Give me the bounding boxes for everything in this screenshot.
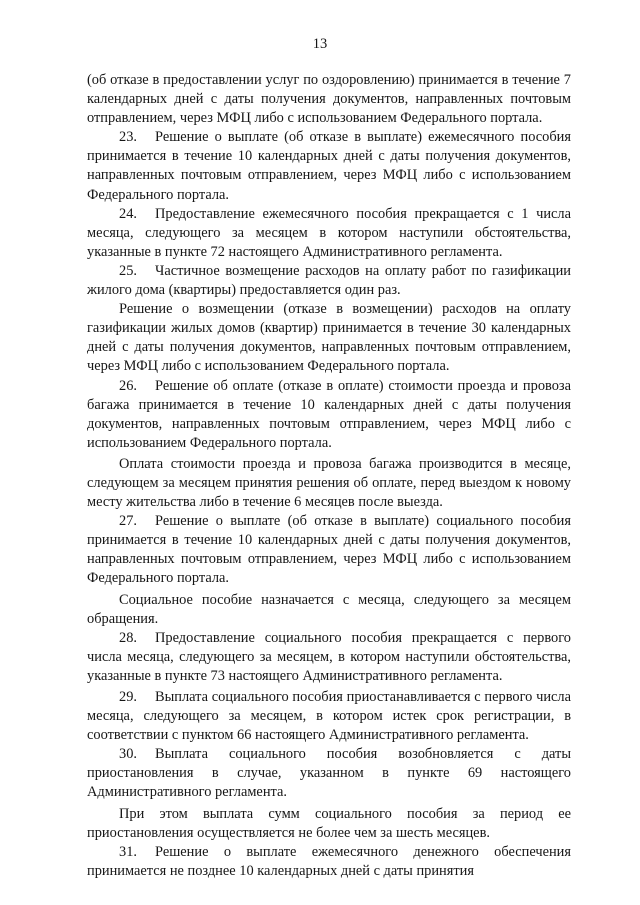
paragraph-number: 24.: [119, 205, 137, 222]
paragraph-text: Предоставление ежемесячного пособия прекращается с 1 числа месяца, следующего за месяцем в котором наступили обстоятельства, указанные в пункте 72 настоящего Административного регламента.: [87, 205, 571, 260]
paragraph-27: [87, 512, 571, 588]
paragraph-number: 25.: [119, 262, 137, 279]
paragraph-31: [87, 843, 571, 881]
paragraph-text: Социальное пособие назначается с месяца, следующего за месяцем обращения.: [87, 591, 571, 627]
paragraph-28: [87, 629, 571, 686]
paragraph-text: Решение о выплате (об отказе в выплате) социального пособия принимается в течение 10 календарных дней с даты получения документов, направленных почтовым отправлением, через МФЦ либо с использованием Федерального портала.: [87, 513, 571, 587]
paragraph-text: Частичное возмещение расходов на оплату работ по газификации жилого дома (квартиры) предоставляется один раз.: [87, 262, 571, 299]
paragraph-number: 29.: [119, 689, 137, 705]
paragraph-text: Предоставление социального пособия прекращается с первого числа месяца, следующего за месяцем, в котором наступили обстоятельства, указанные в пункте 73 настоящего Административного регламента.: [87, 629, 571, 684]
paragraph-26: [87, 377, 571, 453]
page-number: 13: [312, 36, 328, 52]
paragraph-text: Выплата социального пособия возобновляется с даты приостановления в случае, указанном в пункте 69 настоящего Административного регламента.: [87, 746, 571, 801]
paragraph-27-assignment: [87, 591, 571, 629]
paragraph-number: 28.: [119, 629, 137, 646]
paragraph-29: [87, 688, 571, 745]
paragraph-text: Решение об оплате (отказе в оплате) стоимости проезда и провоза багажа принимается в течение 10 календарных дней с даты получения документов, направленных почтовым отправлением, через МФЦ либо с использованием Федерального портала.: [87, 377, 571, 451]
paragraph-30-resumption-period: [87, 805, 571, 843]
document-body: [87, 71, 571, 881]
paragraph-text: (об отказе в предоставлении услуг по оздоровлению) принимается в течение 7 календарных дней с даты получения документов, направленных почтовым отправлением, через МФЦ либо с использованием Федерального портала.: [87, 72, 571, 127]
paragraph-25: [87, 262, 571, 300]
paragraph-23: [87, 128, 571, 204]
paragraph-number: 30.: [119, 746, 137, 763]
paragraph-25-reimbursement-decision: [87, 300, 571, 376]
paragraph-text: Решение о выплате ежемесячного денежного обеспечения принимается не позднее 10 календарных дней с даты принятия: [87, 843, 571, 879]
paragraph-30: [87, 745, 571, 802]
paragraph-text: Решение о возмещении (отказе в возмещении) расходов на оплату газификации жилых домов (квартир) принимается в течение 30 календарных дней с даты получения документов, направленных почтовым отправлением, через МФЦ либо с использованием Федерального портала.: [87, 301, 571, 375]
paragraph-text: Решение о выплате (об отказе в выплате) ежемесячного пособия принимается в течение 10 календарных дней с даты получения документов, направленных почтовым отправлением, через МФЦ либо с использованием Федерального портала.: [87, 129, 571, 203]
paragraph-continuation: [87, 71, 571, 128]
paragraph-number: 31.: [119, 843, 137, 860]
paragraph-number: 26.: [119, 377, 137, 394]
paragraph-text: При этом выплата сумм социального пособия за период ее приостановления осуществляется не более чем за шесть месяцев.: [87, 805, 571, 841]
paragraph-number: 27.: [119, 513, 137, 530]
paragraph-text: Оплата стоимости проезда и провоза багажа производится в месяце, следующем за месяцем принятия решения об оплате, перед выездом к новому месту жительства либо в течение 6 месяцев после выезда.: [87, 455, 571, 511]
paragraph-text: Выплата социального пособия приостанавливается с первого числа месяца, следующего за месяцем, в котором истек срок регистрации, в соответствии с пунктом 66 настоящего Административного регламента.: [87, 689, 571, 744]
paragraph-number: 23.: [119, 129, 137, 146]
paragraph-24: [87, 205, 571, 262]
paragraph-26-travel-payment: [87, 455, 571, 512]
